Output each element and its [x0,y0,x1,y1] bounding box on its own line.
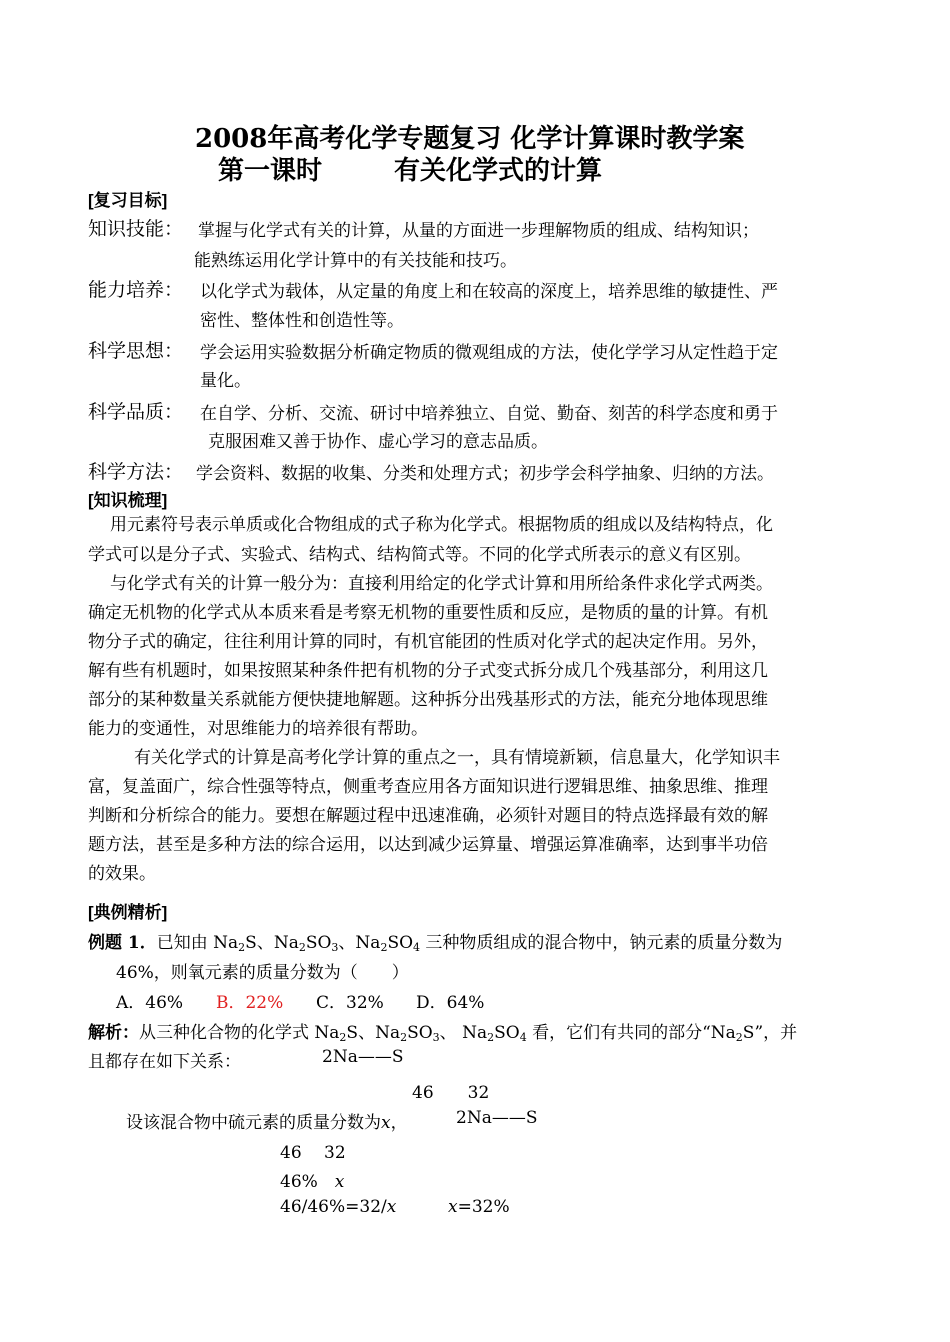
example-1-question: 例题 1．已知由 $Na_2S$、$Na_2SO_3$、$Na_2SO_4$ 三种物质组成的混合物中，钠元素的质量分数为 [88,933,783,954]
goal-label-ability: 能力培养： [88,279,184,301]
review-goals-heading: [复习目标] [88,191,168,210]
goal-text: 在自学、分析、交流、研讨中培养独立、自觉、勤奋、刻苦的科学态度和勇于 [200,404,778,424]
calc-line-3: 46/46%=32/x [280,1197,397,1217]
paragraph-line: 判断和分析综合的能力。要想在解题过程中迅速准确，必须针对题目的特点选择最有效的解 [88,806,768,826]
goal-text: 克服困难又善于协作、虚心学习的意志品质。 [208,432,548,452]
option-c: C．32% [316,993,384,1013]
paragraph-line: 富，复盖面广，综合性强等特点，侧重考查应用各方面知识进行逻辑思维、抽象思维、推理 [88,777,768,797]
setup-line: 设该混合物中硫元素的质量分数为x， [126,1113,408,1133]
solution-line-1: 解析：从三种化合物的化学式 $Na_2S$、$Na_2SO_3$、 $Na_2SO_4$ 看，它们有共同的部分“$Na_2S$”，并 [88,1023,798,1044]
paragraph-line: 学式可以是分子式、实验式、结构式、结构简式等。不同的化学式所表示的意义有区别。 [88,545,751,565]
paragraph-line: 能力的变通性，对思维能力的培养很有帮助。 [88,719,428,739]
example-1-label: 例题 1． [88,933,157,953]
relation-2: 2Na——S [456,1108,538,1128]
solution-label: 解析： [88,1023,139,1043]
goal-label-thought: 科学思想： [88,340,184,362]
paragraph-line: 物分子式的确定，往往利用计算的同时，有机官能团的性质对化学式的起决定作用。另外， [88,632,768,652]
calc-result: x=32% [448,1197,510,1217]
goal-text: 密性、整体性和创造性等。 [200,311,404,331]
knowledge-heading: [知识梳理] [88,491,168,510]
paragraph-line: 有关化学式的计算是高考化学计算的重点之一，具有情境新颖，信息量大，化学知识丰 [134,748,780,768]
paragraph-line: 解有些有机题时，如果按照某种条件把有机物的分子式变式拆分成几个残基部分，利用这几 [88,661,768,681]
calc-line-1: 46 32 [280,1143,346,1163]
goal-label-method: 科学方法： [88,461,184,483]
lesson-title-part2: 有关化学式的计算 [394,156,603,186]
lesson-title-part1: 第一课时 [218,156,323,186]
option-a: A．46% [116,993,184,1013]
paragraph-line: 确定无机物的化学式从本质来看是考察无机物的重要性质和反应，是物质的量的计算。有机 [88,603,768,623]
goal-text: 学会运用实验数据分析确定物质的微观组成的方法，使化学学习从定性趋于定 [200,343,778,363]
examples-heading: [典例精析] [88,903,168,922]
paragraph-line: 用元素符号表示单质或化合物组成的式子称为化学式。根据物质的组成以及结构特点，化 [110,515,773,535]
calc-line-2: 46% x [280,1172,345,1192]
option-d: D．64% [416,993,485,1013]
goal-label-quality: 科学品质： [88,401,184,423]
goal-text: 学会资料、数据的收集、分类和处理方式；初步学会科学抽象、归纳的方法。 [196,464,774,484]
example-1-question-cont: 46%，则氧元素的质量分数为（ ） [116,963,409,983]
relation-1-values: 46 32 [412,1083,490,1103]
goal-text: 量化。 [200,371,251,391]
goal-text: 能熟练运用化学计算中的有关技能和技巧。 [194,251,517,271]
paragraph-line: 与化学式有关的计算一般分为：直接利用给定的化学式计算和用所给条件求化学式两类。 [110,574,773,594]
solution-line-2: 且都存在如下关系： [88,1052,241,1072]
goal-text: 掌握与化学式有关的计算，从量的方面进一步理解物质的组成、结构知识； [198,221,759,241]
relation-1: 2Na——S [322,1047,404,1067]
paragraph-line: 题方法，甚至是多种方法的综合运用，以达到减少运算量、增强运算准确率，达到事半功倍 [88,835,768,855]
option-b-correct: B．22% [216,993,284,1013]
goal-label-knowledge: 知识技能： [88,218,184,240]
goal-text: 以化学式为载体，从定量的角度上和在较高的深度上，培养思维的敏捷性、严 [200,282,778,302]
paragraph-line: 部分的某种数量关系就能方便快捷地解题。这种拆分出残基形式的方法，能充分地体现思维 [88,690,768,710]
page-title: 2008年高考化学专题复习 化学计算课时教学案 [195,124,745,154]
paragraph-line: 的效果。 [88,864,156,884]
